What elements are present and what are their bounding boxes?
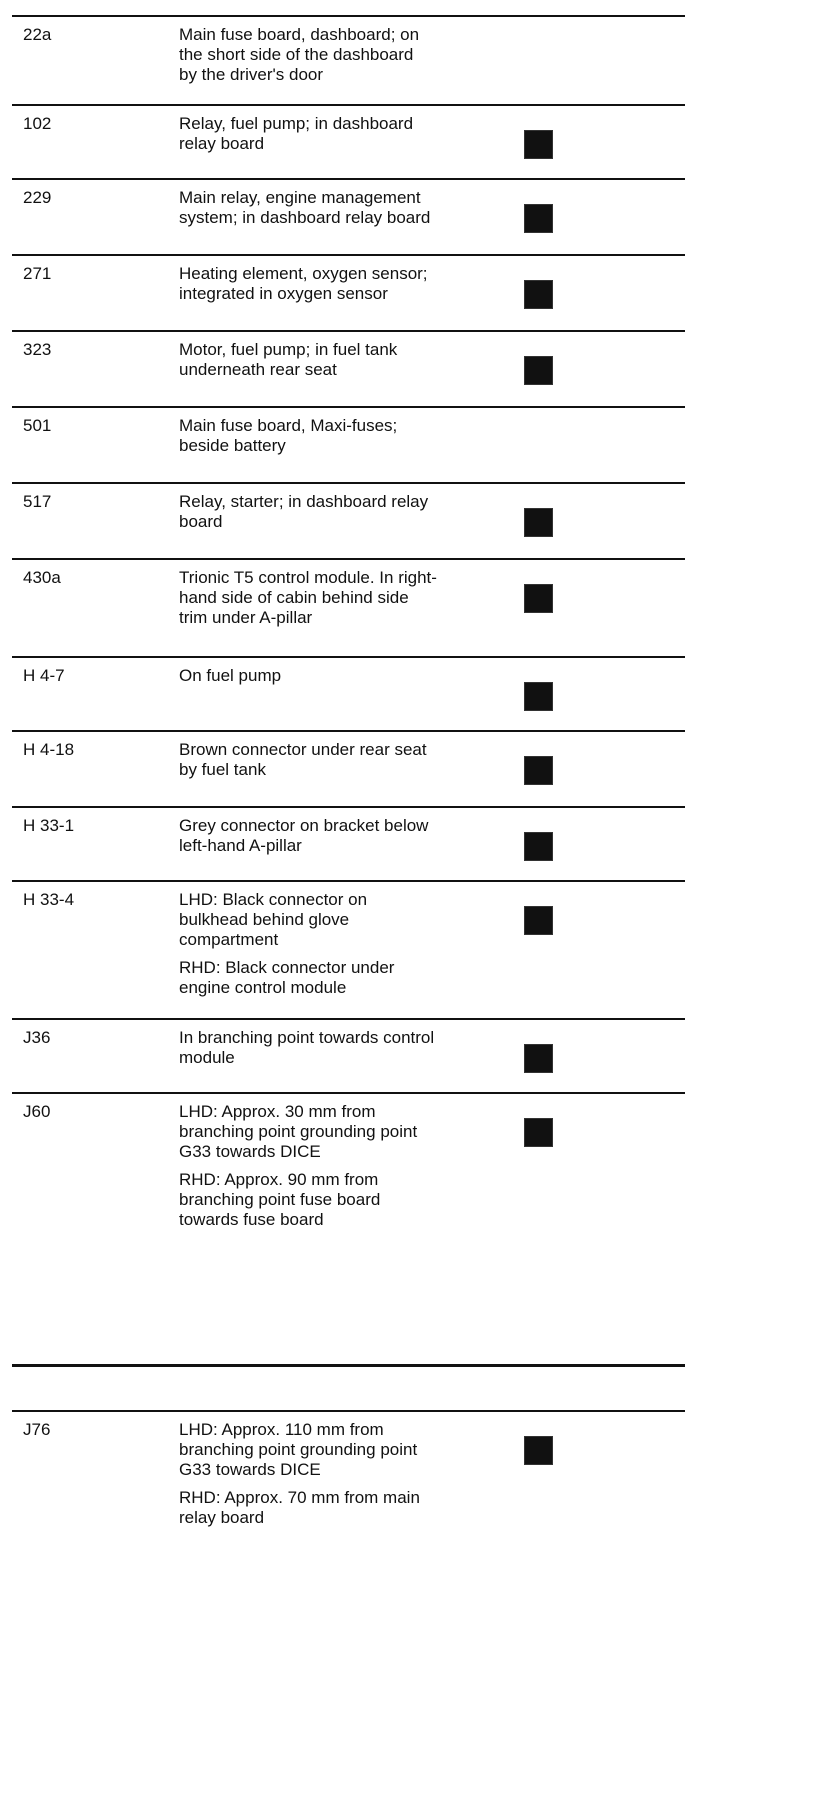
black-square-marker-icon xyxy=(524,130,553,159)
component-location-description xyxy=(179,264,521,304)
row-divider xyxy=(12,730,685,732)
component-code: 323 xyxy=(23,340,52,359)
component-location-description xyxy=(179,1028,521,1068)
description-line: system; in dashboard relay board xyxy=(179,208,431,227)
description-line: RHD: Approx. 90 mm from xyxy=(179,1170,379,1189)
black-square-marker-icon xyxy=(524,906,553,935)
component-location-description xyxy=(179,816,521,856)
component-code: 430a xyxy=(23,568,61,587)
description-line: branching point grounding point xyxy=(179,1122,418,1141)
black-square-marker-icon xyxy=(524,756,553,785)
description-line: Main fuse board, dashboard; on xyxy=(179,25,420,44)
black-square-marker-icon xyxy=(524,584,553,613)
description-line: Motor, fuel pump; in fuel tank xyxy=(179,340,398,359)
description-line: LHD: Black connector on xyxy=(179,890,368,909)
description-line: RHD: Approx. 70 mm from main xyxy=(179,1488,420,1507)
black-square-marker-icon xyxy=(524,682,553,711)
row-divider xyxy=(12,656,685,658)
component-location-description xyxy=(179,114,521,154)
component-code: H 4-7 xyxy=(23,666,65,685)
component-code: 102 xyxy=(23,114,52,133)
description-line: Main fuse board, Maxi-fuses; xyxy=(179,416,398,435)
black-square-marker-icon xyxy=(524,832,553,861)
component-location-description xyxy=(179,1102,521,1230)
black-square-marker-icon xyxy=(524,1118,553,1147)
row-divider xyxy=(12,104,685,106)
component-code: 22a xyxy=(23,25,52,44)
black-square-marker-icon xyxy=(524,280,553,309)
description-line: In branching point towards control xyxy=(179,1028,435,1047)
description-line: by the driver's door xyxy=(179,65,324,84)
component-code: H 33-1 xyxy=(23,816,75,835)
description-line: underneath rear seat xyxy=(179,360,337,379)
row-divider xyxy=(12,806,685,808)
description-line: left-hand A-pillar xyxy=(179,836,302,855)
description-line: Grey connector on bracket below xyxy=(179,816,429,835)
component-code: J76 xyxy=(23,1420,51,1439)
component-code: J60 xyxy=(23,1102,51,1121)
component-location-description xyxy=(179,740,521,780)
row-divider xyxy=(12,254,685,256)
description-line: LHD: Approx. 30 mm from xyxy=(179,1102,376,1121)
row-divider xyxy=(12,1364,685,1367)
description-line: RHD: Black connector under xyxy=(179,958,395,977)
description-line: compartment xyxy=(179,930,279,949)
description-line: LHD: Approx. 110 mm from xyxy=(179,1420,384,1439)
row-divider xyxy=(12,1018,685,1020)
description-line: Relay, starter; in dashboard relay xyxy=(179,492,429,511)
component-location-description xyxy=(179,340,521,380)
description-line: relay board xyxy=(179,134,265,153)
description-line: Relay, fuel pump; in dashboard xyxy=(179,114,414,133)
row-divider xyxy=(12,1092,685,1094)
description-line: relay board xyxy=(179,1508,265,1527)
black-square-marker-icon xyxy=(524,1436,553,1465)
component-code: H 33-4 xyxy=(23,890,75,909)
description-line: Brown connector under rear seat xyxy=(179,740,427,759)
description-line: G33 towards DICE xyxy=(179,1460,321,1479)
description-line: beside battery xyxy=(179,436,286,455)
component-location-description xyxy=(179,666,521,686)
row-divider xyxy=(12,1410,685,1412)
description-line: engine control module xyxy=(179,978,347,997)
description-line: Heating element, oxygen sensor; xyxy=(179,264,428,283)
description-line: board xyxy=(179,512,223,531)
black-square-marker-icon xyxy=(524,1044,553,1073)
component-location-description xyxy=(179,492,521,532)
component-code: 501 xyxy=(23,416,52,435)
component-location-description xyxy=(179,890,521,998)
black-square-marker-icon xyxy=(524,356,553,385)
description-line: Main relay, engine management xyxy=(179,188,421,207)
component-location-description xyxy=(179,568,521,628)
component-location-description xyxy=(179,1420,521,1528)
description-line: bulkhead behind glove xyxy=(179,910,350,929)
component-code: 517 xyxy=(23,492,52,511)
row-divider xyxy=(12,178,685,180)
row-divider xyxy=(12,15,685,17)
component-code: 229 xyxy=(23,188,52,207)
component-code: J36 xyxy=(23,1028,51,1047)
component-code: H 4-18 xyxy=(23,740,75,759)
row-divider xyxy=(12,558,685,560)
description-line: integrated in oxygen sensor xyxy=(179,284,388,303)
component-location-description xyxy=(179,416,521,456)
description-line: G33 towards DICE xyxy=(179,1142,321,1161)
description-line: hand side of cabin behind side xyxy=(179,588,409,607)
black-square-marker-icon xyxy=(524,204,553,233)
row-divider xyxy=(12,880,685,882)
row-divider xyxy=(12,406,685,408)
component-location-description xyxy=(179,188,521,228)
description-line: by fuel tank xyxy=(179,760,266,779)
description-line: towards fuse board xyxy=(179,1210,324,1229)
description-line: module xyxy=(179,1048,235,1067)
description-line: Trionic T5 control module. In right- xyxy=(179,568,437,587)
component-code: 271 xyxy=(23,264,52,283)
description-line: branching point fuse board xyxy=(179,1190,381,1209)
black-square-marker-icon xyxy=(524,508,553,537)
description-line: the short side of the dashboard xyxy=(179,45,414,64)
row-divider xyxy=(12,330,685,332)
row-divider xyxy=(12,482,685,484)
description-line: On fuel pump xyxy=(179,666,282,685)
component-location-description xyxy=(179,25,521,85)
description-line: branching point grounding point xyxy=(179,1440,418,1459)
description-line: trim under A-pillar xyxy=(179,608,313,627)
